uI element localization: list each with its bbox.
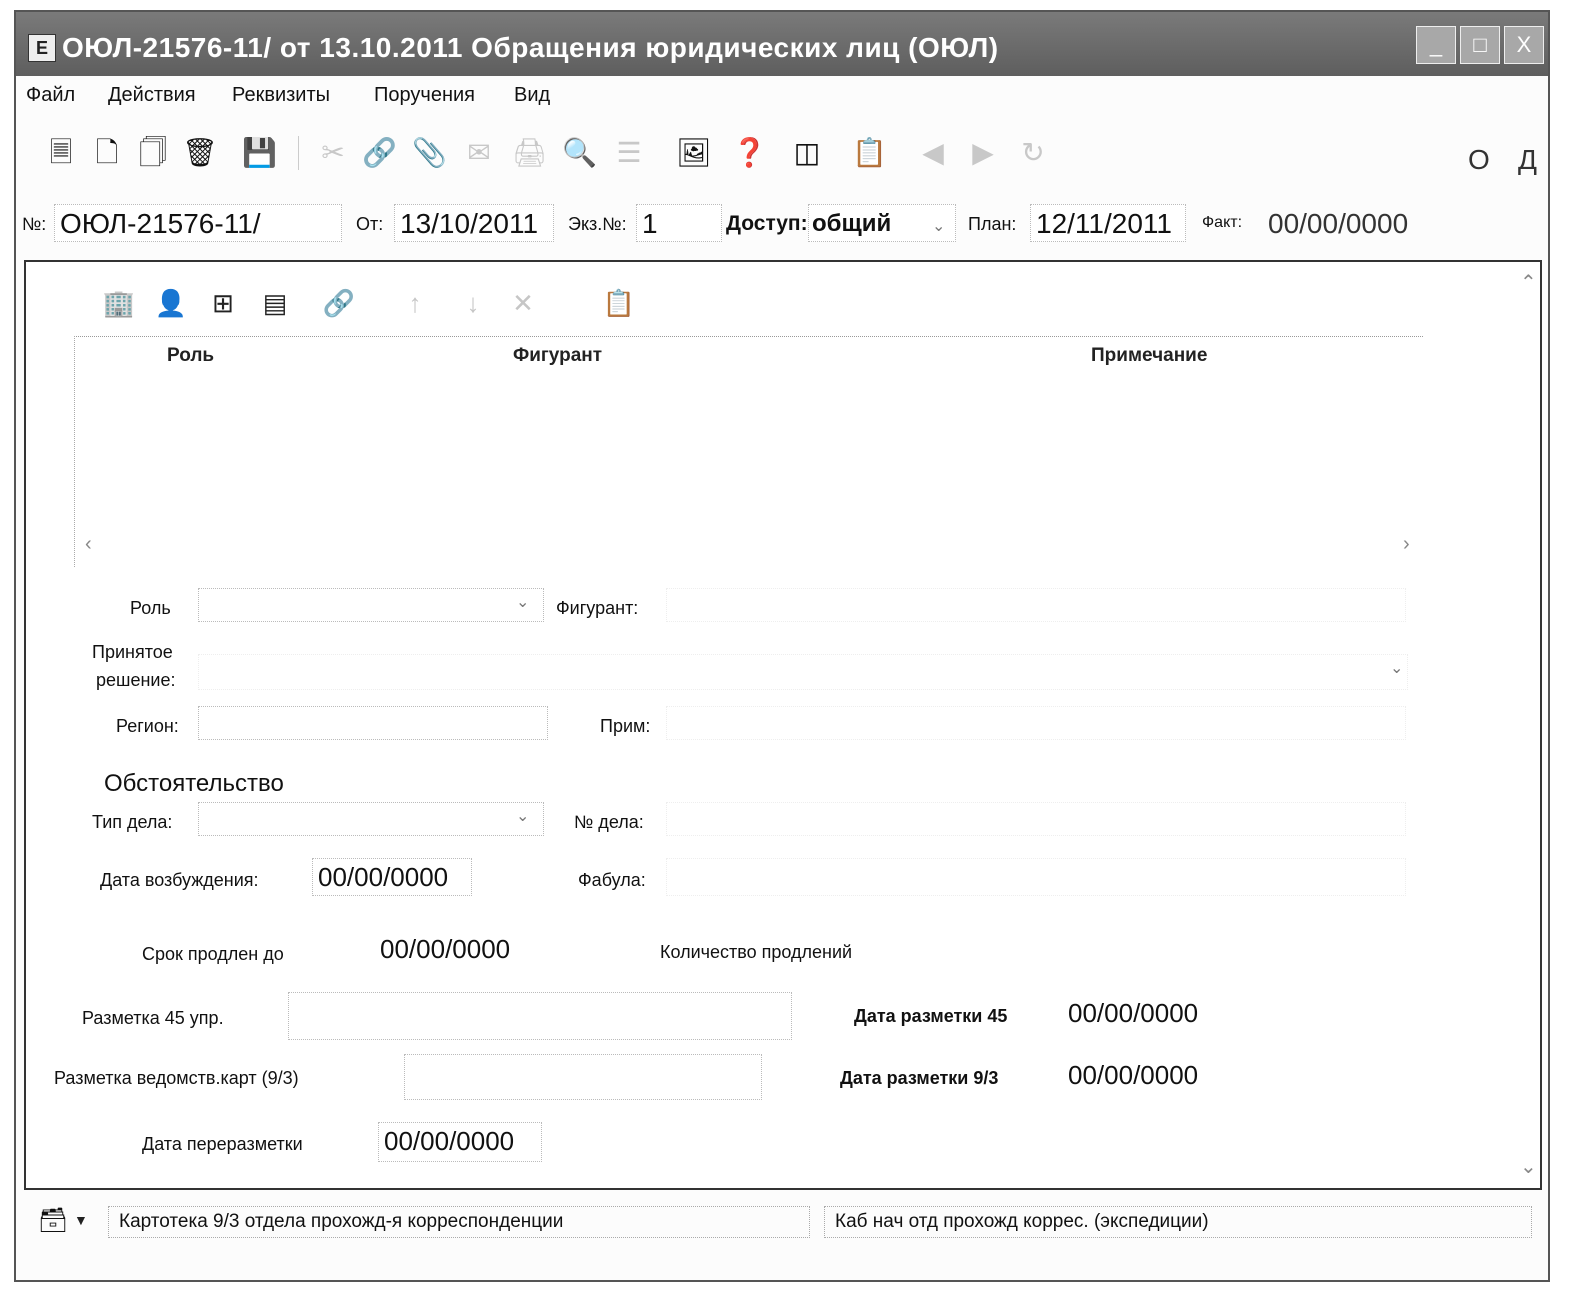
- access-dropdown-icon[interactable]: ⌄: [932, 218, 946, 235]
- decision-label-line1: Принятое: [92, 642, 173, 662]
- status-cabinet: Каб нач отд прохожд коррес. (экспедиции): [824, 1206, 1532, 1238]
- window-title: ОЮЛ-21576-11/ от 13.10.2011 Обращения юридических лиц (ОЮЛ): [62, 32, 999, 63]
- fact-value: 00/00/0000: [1268, 208, 1409, 239]
- export-icon[interactable]: 📋: [602, 288, 636, 318]
- menu-actions[interactable]: Действия: [108, 84, 196, 106]
- delete-document-icon[interactable]: 🗑: [182, 137, 218, 168]
- figurant-field[interactable]: [666, 588, 1406, 622]
- plan-value: 12/11/2011: [1036, 208, 1172, 239]
- scroll-down-icon[interactable]: ⌄: [1520, 1156, 1537, 1178]
- back-icon[interactable]: ◀: [922, 137, 944, 168]
- case-type-select[interactable]: [198, 802, 544, 836]
- extended-value: 00/00/0000: [380, 934, 511, 964]
- case-type-label: Тип дела:: [92, 812, 173, 832]
- document-window: [14, 10, 1550, 1282]
- participants-grid: [74, 336, 1423, 567]
- column-header-role[interactable]: Роль: [167, 345, 215, 366]
- scroll-up-icon[interactable]: ⌃: [1520, 272, 1537, 294]
- fact-label: Факт:: [1202, 214, 1243, 231]
- markup93-label: Разметка ведомств.карт (9/3): [54, 1068, 299, 1088]
- markup93-date-value: 00/00/0000: [1068, 1060, 1199, 1090]
- title-bar: [16, 12, 1548, 76]
- print-icon[interactable]: 🖨: [512, 137, 548, 168]
- menu-orders[interactable]: Поручения: [374, 84, 475, 106]
- link-icon[interactable]: 🔗: [362, 137, 397, 168]
- add-person-icon[interactable]: 👤: [154, 288, 188, 318]
- case-number-label: № дела:: [574, 812, 644, 832]
- add-row-icon[interactable]: ⊞: [212, 288, 234, 318]
- role-select[interactable]: [198, 588, 544, 622]
- image-icon[interactable]: 🖼: [676, 137, 712, 168]
- extension-count-label: Количество продлений: [660, 942, 853, 962]
- details-panel: [24, 260, 1542, 1190]
- add-organization-icon[interactable]: 🏢: [102, 288, 136, 318]
- toolbar-label-d: Д: [1518, 144, 1537, 175]
- decision-select[interactable]: [198, 654, 1408, 690]
- markup45-date-value: 00/00/0000: [1068, 998, 1199, 1028]
- app-icon: E: [28, 34, 56, 62]
- header-fields: [16, 202, 1548, 248]
- number-value: ОЮЛ-21576-11/: [60, 208, 261, 239]
- duplicate-icon[interactable]: 🗍: [139, 137, 167, 168]
- attach-icon[interactable]: 📎: [412, 137, 447, 168]
- copy-number-label: Экз.№:: [568, 214, 627, 234]
- prim-label: Прим:: [600, 716, 651, 736]
- plan-label: План:: [968, 214, 1017, 234]
- copy-document-icon[interactable]: 🗋: [95, 137, 119, 168]
- init-date-label: Дата возбуждения:: [100, 870, 259, 890]
- access-value: общий: [812, 210, 892, 237]
- card-index-icon[interactable]: 🗃: [37, 1207, 69, 1234]
- save-icon[interactable]: 💾: [242, 137, 277, 168]
- delete-row-icon[interactable]: ✕: [512, 288, 534, 318]
- refresh-icon[interactable]: ↻: [1021, 137, 1045, 168]
- main-toolbar: [16, 122, 1548, 182]
- access-label: Доступ:: [726, 212, 808, 235]
- field-icon[interactable]: ◫: [793, 137, 821, 168]
- link-row-icon[interactable]: 🔗: [322, 288, 356, 318]
- toolbar-label-o: О: [1468, 144, 1490, 175]
- filter-icon[interactable]: ☰: [616, 137, 642, 168]
- remark-date-label: Дата переразметки: [142, 1134, 303, 1154]
- status-bar: [16, 1202, 1548, 1242]
- markup45-label: Разметка 45 упр.: [82, 1008, 224, 1028]
- column-header-figurant[interactable]: Фигурант: [513, 345, 603, 366]
- markup93-date-label: Дата разметки 9/3: [840, 1068, 999, 1088]
- forward-icon[interactable]: ▶: [972, 137, 994, 168]
- case-number-field[interactable]: [666, 802, 1406, 836]
- region-field[interactable]: [198, 706, 548, 740]
- case-type-dropdown-icon[interactable]: ⌄: [516, 808, 530, 825]
- move-up-icon[interactable]: ↑: [408, 288, 422, 318]
- from-value: 13/10/2011: [400, 208, 539, 239]
- prim-field[interactable]: [666, 706, 1406, 740]
- region-label: Регион:: [116, 716, 179, 736]
- maximize-button[interactable]: □: [1460, 26, 1500, 64]
- role-dropdown-icon[interactable]: ⌄: [516, 594, 530, 611]
- markup45-field[interactable]: [288, 992, 792, 1040]
- menu-requisites[interactable]: Реквизиты: [232, 84, 331, 106]
- remark-date-value: 00/00/0000: [384, 1126, 515, 1156]
- circumstance-title: Обстоятельство: [104, 770, 284, 797]
- decision-dropdown-icon[interactable]: ⌄: [1390, 660, 1404, 677]
- cut-icon[interactable]: ✂: [321, 137, 345, 168]
- search-icon[interactable]: 🔍: [562, 137, 597, 168]
- menu-file[interactable]: Файл: [26, 84, 76, 106]
- send-icon[interactable]: ✉: [467, 137, 491, 168]
- menu-bar: [16, 78, 1548, 112]
- init-date-value: 00/00/0000: [318, 862, 449, 892]
- number-label: №:: [22, 214, 47, 234]
- new-document-icon[interactable]: 🗏: [49, 137, 73, 168]
- report-icon[interactable]: 📋: [852, 137, 887, 168]
- edit-row-icon[interactable]: ▤: [262, 288, 288, 318]
- help-document-icon[interactable]: ❓: [732, 137, 767, 168]
- from-label: От:: [356, 214, 384, 234]
- menu-view[interactable]: Вид: [514, 84, 551, 106]
- markup45-date-label: Дата разметки 45: [854, 1006, 1008, 1026]
- minimize-button[interactable]: _: [1416, 26, 1456, 64]
- status-card-index: Картотека 9/3 отдела прохожд-я корреспонденции: [108, 1206, 810, 1238]
- extended-label: Срок продлен до: [142, 944, 284, 964]
- scroll-right-icon[interactable]: ›: [1403, 533, 1410, 555]
- participants-toolbar: [102, 282, 702, 326]
- scroll-left-icon[interactable]: ‹: [85, 533, 92, 555]
- role-label: Роль: [130, 598, 171, 618]
- card-index-dropdown-icon[interactable]: ▼: [74, 1212, 88, 1228]
- decision-label-line2: решение:: [96, 670, 176, 690]
- markup93-field[interactable]: [404, 1054, 762, 1100]
- column-header-note[interactable]: Примечание: [1091, 345, 1208, 366]
- fabula-label: Фабула:: [578, 870, 646, 890]
- close-button[interactable]: X: [1504, 26, 1544, 64]
- copy-number-value: 1: [642, 208, 658, 239]
- move-down-icon[interactable]: ↓: [466, 288, 480, 318]
- figurant-label: Фигурант:: [556, 598, 639, 618]
- fabula-field[interactable]: [666, 858, 1406, 896]
